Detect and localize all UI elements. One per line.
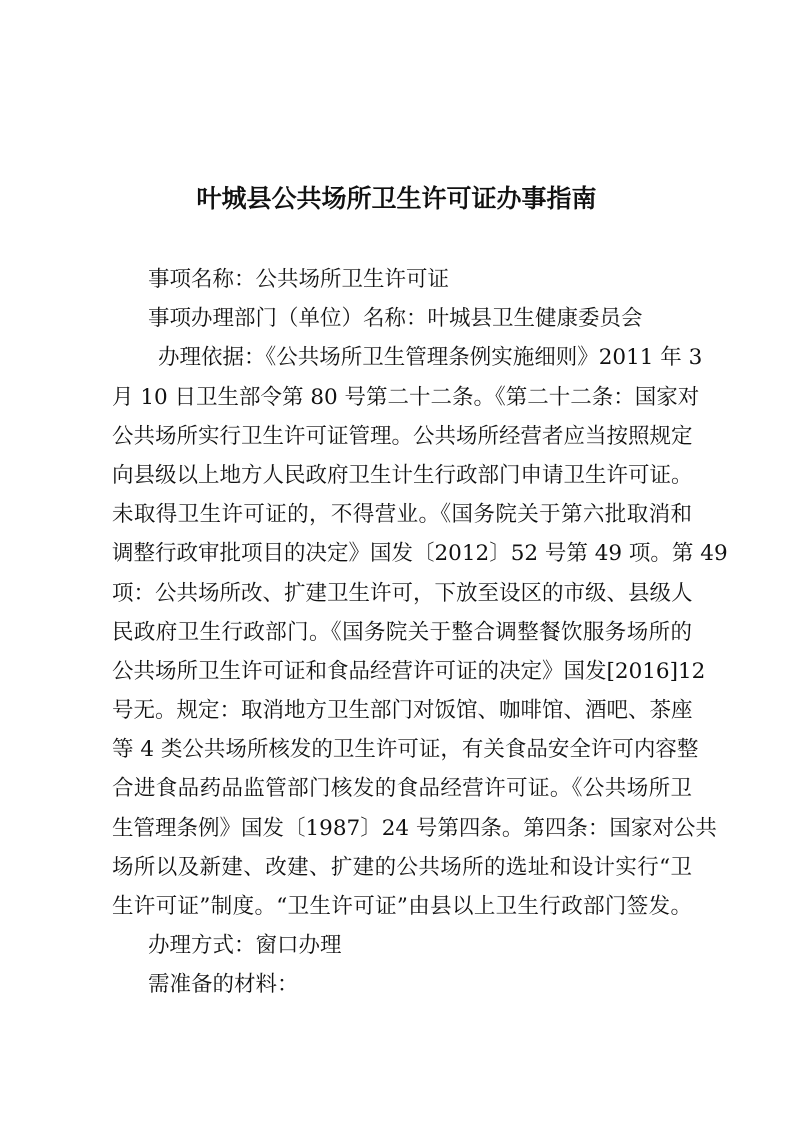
- department-paragraph: 事项办理部门（单位）名称：叶城县卫生健康委员会: [148, 306, 643, 332]
- materials-paragraph: 需准备的材料：: [148, 972, 299, 998]
- basis-line: 调整行政审批项目的决定》国发〔2012〕52 号第 49 项。第 49: [112, 541, 728, 567]
- basis-line: 生许可证”制度。“卫生许可证”由县以上卫生行政部门签发。: [112, 894, 692, 919]
- document-body: [112, 260, 728, 1005]
- basis-line: 公共场所实行卫生许可证管理。公共场所经营者应当按照规定: [112, 423, 693, 449]
- basis-line: 公共场所卫生许可证和食品经营许可证的决定》国发[2016]12: [112, 658, 706, 684]
- basis-line: 办理依据：《公共场所卫生管理条例实施细则》2011 年 3: [158, 345, 703, 371]
- basis-line: 项：公共场所改、扩建卫生许可，下放至设区的市级、县级人: [112, 580, 693, 606]
- basis-line: 月 10 日卫生部令第 80 号第二十二条。《第二十二条：国家对: [112, 384, 700, 410]
- method-paragraph: 办理方式：窗口办理: [148, 933, 342, 959]
- basis-line: 等 4 类公共场所核发的卫生许可证，有关食品安全许可内容整: [112, 737, 699, 763]
- basis-line: 民政府卫生行政部门。《国务院关于整合调整餐饮服务场所的: [112, 619, 692, 645]
- page-title: 叶城县公共场所卫生许可证办事指南: [196, 184, 597, 213]
- basis-line: 号无。规定：取消地方卫生部门对饭馆、咖啡馆、酒吧、茶座: [112, 698, 693, 724]
- basis-line: 未取得卫生许可证的，不得营业。《国务院关于第六批取消和: [112, 502, 692, 528]
- basis-line: 向县级以上地方人民政府卫生计生行政部门申请卫生许可证。: [112, 462, 693, 488]
- item-name-paragraph: 事项名称：公共场所卫生许可证: [148, 267, 450, 292]
- basis-line: 合进食品药品监管部门核发的食品经营许可证。《公共场所卫: [112, 776, 692, 802]
- basis-line: 场所以及新建、改建、扩建的公共场所的选址和设计实行“卫: [112, 854, 692, 880]
- basis-line: 生管理条例》国发〔1987〕24 号第四条。第四条：国家对公共: [112, 815, 717, 841]
